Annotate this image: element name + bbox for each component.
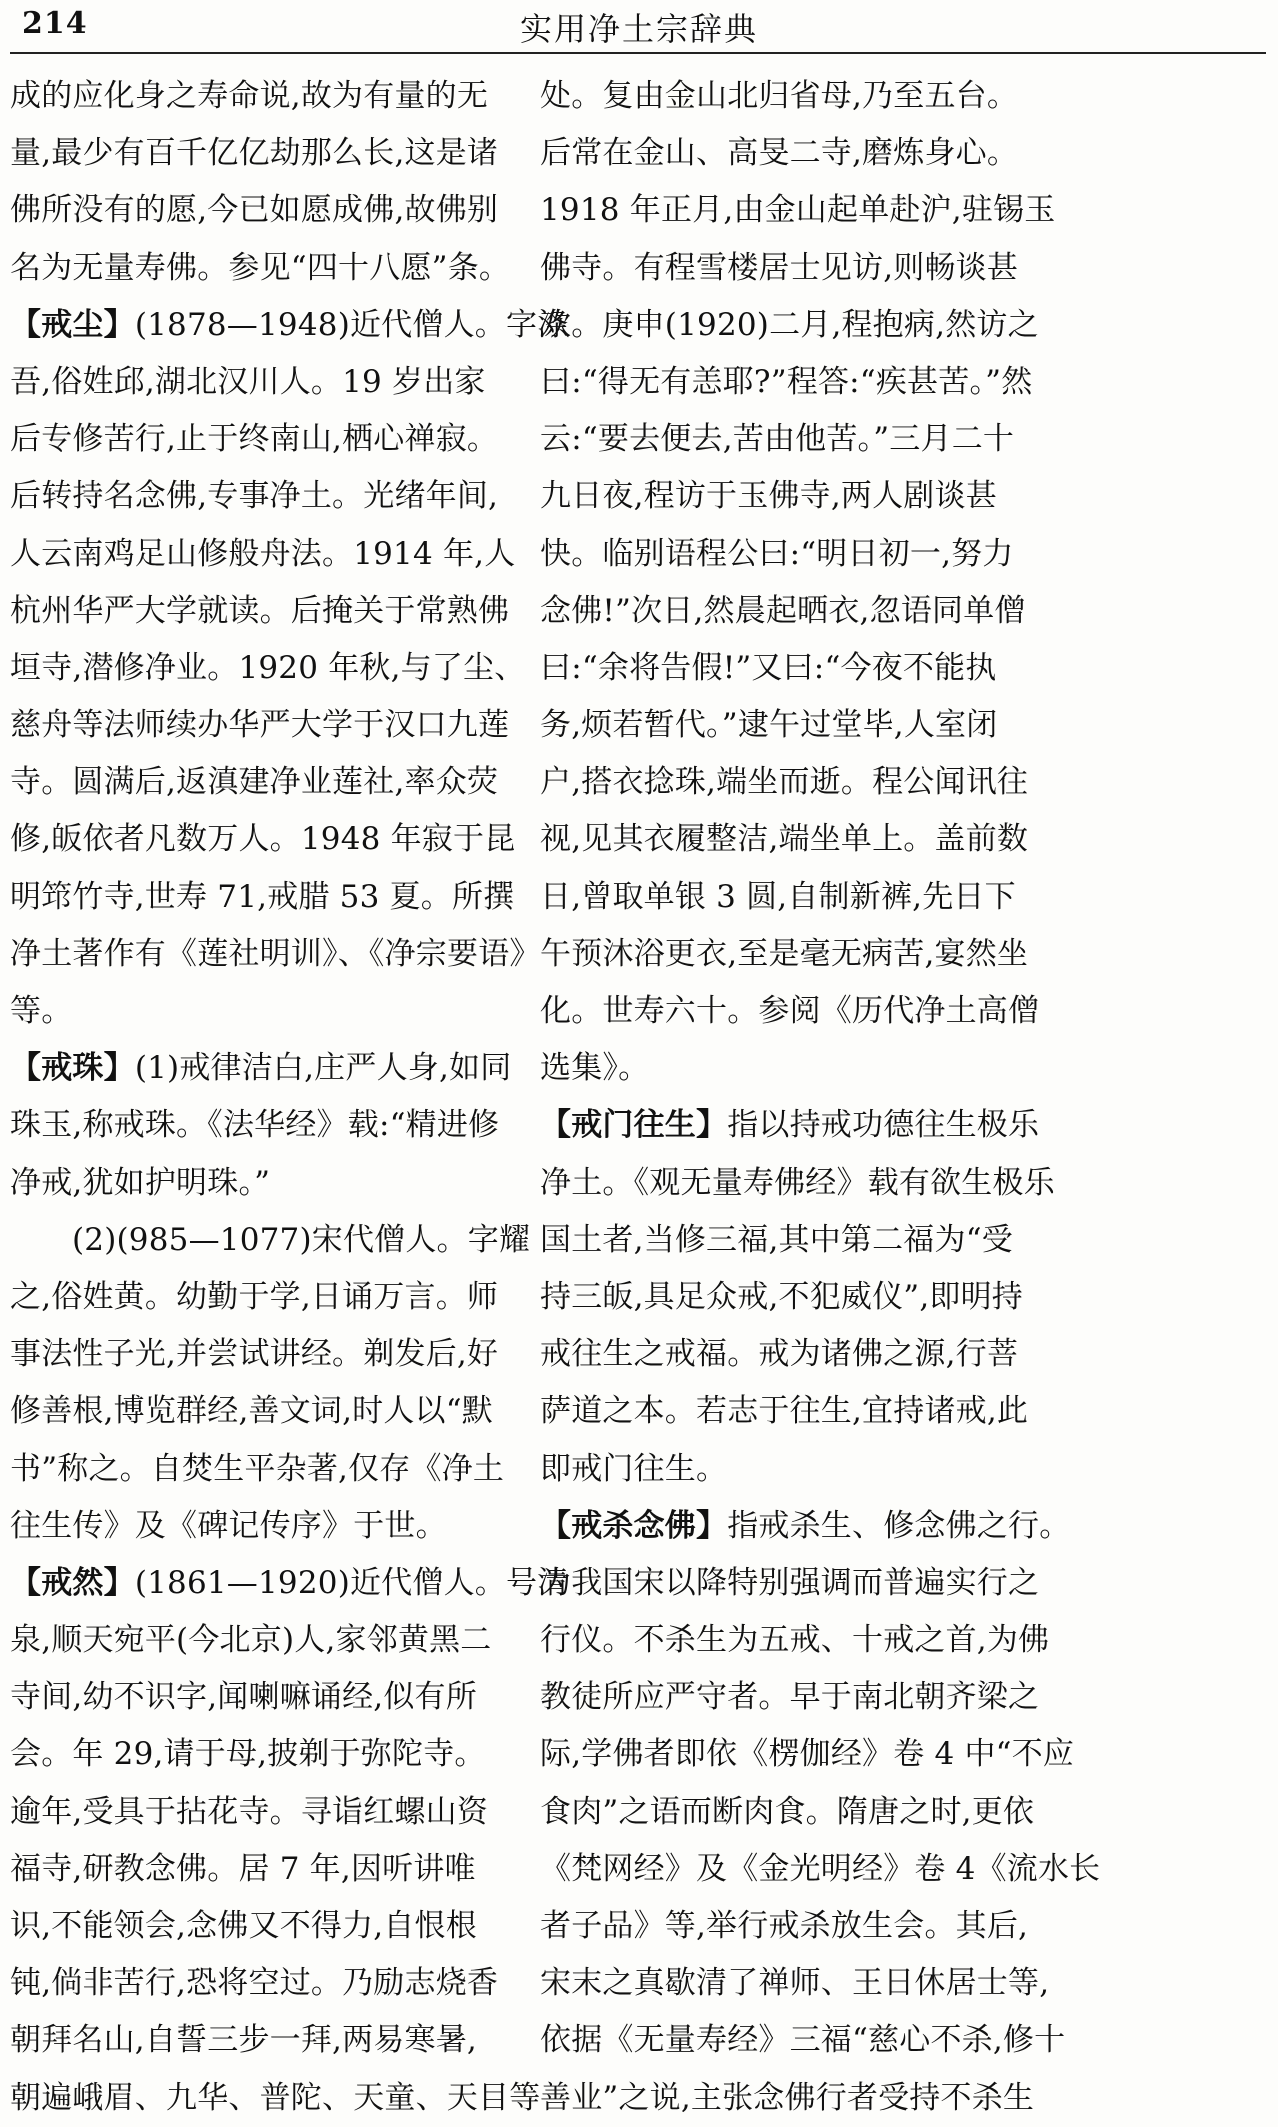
text-line <box>10 983 497 1040</box>
text-line <box>540 1441 1027 1498</box>
entry-headword: 【戒珠】 <box>10 1050 135 1087</box>
text-line <box>540 354 1033 411</box>
line-text: 戒往生之戒福。戒为诸佛之源,行菩 <box>540 1336 1019 1373</box>
line-text: 行仪。不杀生为五戒、十戒之首,为佛 <box>540 1622 1050 1659</box>
line-text: 后转持名念佛,专事净土。光绪年间, <box>10 478 499 515</box>
text-line <box>540 1326 1027 1383</box>
line-text: 国土者,当修三福,其中第二福为“受 <box>540 1221 1013 1258</box>
line-text: 视,见其衣履整洁,端坐单上。盖前数 <box>540 821 1029 858</box>
text-line <box>540 1498 1071 1555</box>
text-line <box>10 754 497 811</box>
text-line <box>540 2012 1066 2069</box>
line-text: 修,皈依者凡数万人。1948 年寂于昆 <box>10 821 516 858</box>
text-line <box>10 526 516 583</box>
text-line <box>540 1955 1050 2012</box>
text-line <box>10 583 510 640</box>
text-line <box>10 1040 512 1097</box>
line-text: 指戒杀生、修念佛之行。 <box>727 1507 1071 1544</box>
text-line <box>10 1669 497 1726</box>
line-text: 垣寺,潜修净业。1920 年秋,与了尘、 <box>10 649 526 686</box>
line-text: 杭州华严大学就读。后掩关于常熟佛 <box>10 592 510 629</box>
text-line <box>10 240 511 297</box>
text-line <box>10 1898 497 1955</box>
line-text: 依据《无量寿经》三福“慈心不杀,修十 <box>540 2022 1066 2059</box>
text-line <box>540 2070 1035 2127</box>
entry-headword: 【戒杀念佛】 <box>540 1507 728 1544</box>
text-line <box>10 1955 497 2012</box>
text-line <box>540 983 1040 1040</box>
line-text: 书”称之。自焚生平杂著,仅存《净土 <box>10 1450 505 1487</box>
line-text: 吾,俗姓邱,湖北汉川人。19 岁出家 <box>10 363 486 400</box>
text-line <box>10 125 497 182</box>
line-text: 曰:“余将告假!”又曰:“今夜不能执 <box>540 649 997 686</box>
line-text: (2)(985—1077)宋代僧人。字耀 <box>72 1221 531 1258</box>
line-text: 云:“要去便去,苦由他苦。”三月二十 <box>540 421 1015 458</box>
line-text: 等。 <box>10 993 73 1029</box>
text-line <box>540 1612 1050 1669</box>
text-line <box>10 1555 569 1612</box>
text-line <box>10 869 515 926</box>
text-line <box>540 640 1027 697</box>
text-line <box>10 354 497 411</box>
text-line <box>10 1155 497 1212</box>
line-text: 教徒所应严守者。早于南北朝齐梁之 <box>540 1679 1040 1716</box>
text-line <box>540 182 1056 239</box>
line-text: 1918 年正月,由金山起单赴沪,驻锡玉 <box>540 192 1056 229</box>
text-line <box>540 1040 1027 1097</box>
line-text: 净土著作有《莲社明训》、《净宗要语》 <box>10 935 541 972</box>
line-text: 后常在金山、高旻二寺,磨炼身心。 <box>540 135 1019 172</box>
line-text: 逾年,受具于拈花寺。寻诣红螺山资 <box>10 1793 489 1830</box>
text-line <box>540 697 1027 754</box>
text-line <box>540 1669 1040 1726</box>
line-text: 午预沐浴更衣,至是毫无病苦,宴然坐 <box>540 935 1029 972</box>
text-line <box>10 1097 500 1154</box>
text-line <box>10 1612 497 1669</box>
text-line <box>10 411 497 468</box>
entry-headword: 【戒尘】 <box>10 306 135 343</box>
text-line <box>540 583 1027 640</box>
text-line <box>10 1326 497 1383</box>
text-line <box>540 926 1027 983</box>
text-line <box>10 1269 497 1326</box>
text-line <box>10 1212 531 1269</box>
left-column <box>10 68 569 2127</box>
text-line <box>540 1155 1055 1212</box>
line-text: 福寺,研教念佛。居 7 年,因听讲唯 <box>10 1850 476 1887</box>
text-line <box>540 811 1027 868</box>
text-line <box>10 68 497 125</box>
text-line <box>540 1269 1027 1326</box>
line-text: 往生传》及《碑记传序》于世。 <box>10 1507 447 1544</box>
line-text: 净土。《观无量寿佛经》载有欲生极乐 <box>540 1164 1055 1201</box>
text-line <box>540 1898 1027 1955</box>
text-line <box>540 869 1027 926</box>
line-text: 之,俗姓黄。幼勤于学,日诵万言。师 <box>10 1278 499 1315</box>
line-text: (1878—1948)近代僧人。字涤 <box>134 306 569 343</box>
line-text: 持三皈,具足众戒,不犯威仪”,即明持 <box>540 1278 1024 1315</box>
line-text: 佛所没有的愿,今已如愿成佛,故佛别 <box>10 192 499 229</box>
line-text: 朝拜名山,自誓三步一拜,两易寒暑, <box>10 2022 477 2059</box>
header-rule <box>10 52 1266 54</box>
line-text: (1861—1920)近代僧人。号清 <box>134 1564 569 1601</box>
text-line <box>10 297 569 354</box>
page-number: 214 <box>22 6 88 41</box>
line-text: 修善根,博览群经,善文词,时人以“默 <box>10 1393 494 1430</box>
line-text: 为我国宋以降特别强调而普遍实行之 <box>540 1564 1040 1601</box>
line-text: 曰:“得无有恙耶?”程答:“疾甚苦。”然 <box>540 363 1033 400</box>
text-line <box>10 697 510 754</box>
line-text: 名为无量寿佛。参见“四十八愿”条。 <box>10 249 511 286</box>
text-line <box>10 1784 497 1841</box>
text-line <box>10 2070 541 2127</box>
line-text: 务,烦若暂代。”逮午过堂毕,人室闭 <box>540 707 998 744</box>
text-line <box>540 1784 1035 1841</box>
text-line <box>540 240 1027 297</box>
text-line <box>540 1212 1027 1269</box>
text-line <box>10 811 516 868</box>
text-line <box>540 297 1039 354</box>
line-text: 日,曾取单银 3 圆,自制新裤,先日下 <box>540 878 1016 915</box>
line-text: 即戒门往生。 <box>540 1450 728 1487</box>
text-line <box>540 411 1027 468</box>
line-text: 朝遍峨眉、九华、普陀、天童、天目等 <box>10 2079 541 2116</box>
line-text: 户,搭衣捻珠,端坐而逝。程公闻讯往 <box>540 764 1029 801</box>
line-text: 钝,倘非苦行,恐将空过。乃励志烧香 <box>10 1965 499 2002</box>
line-text: 寺。圆满后,返滇建净业莲社,率众荧 <box>10 764 499 801</box>
line-text: 成的应化身之寿命说,故为有量的无 <box>10 78 489 114</box>
line-text: 善业”之说,主张念佛行者受持不杀生 <box>540 2079 1035 2116</box>
text-line <box>540 1097 1040 1154</box>
running-title: 实用净土宗辞典 <box>519 10 758 48</box>
text-line <box>540 1555 1040 1612</box>
line-text: 宋末之真歇清了禅师、王日休居士等, <box>540 1965 1050 2002</box>
line-text: 念佛!”次日,然晨起晒衣,忽语同单僧 <box>540 592 1026 629</box>
line-text: 萨道之本。若志于往生,宜持诸戒,此 <box>540 1393 1029 1430</box>
line-text: 九日夜,程访于玉佛寺,两人剧谈甚 <box>540 478 997 515</box>
line-text: 欢。庚申(1920)二月,程抱病,然访之 <box>540 306 1039 343</box>
line-text: 处。复由金山北归省母,乃至五台。 <box>540 78 1019 114</box>
line-text: 《梵网经》及《金光明经》卷 4《流水长 <box>540 1850 1101 1887</box>
right-column <box>540 68 1101 2127</box>
text-line <box>10 468 497 525</box>
text-line <box>540 468 1027 525</box>
line-text: 量,最少有百千亿亿劫那么长,这是诸 <box>10 135 499 172</box>
text-line <box>10 2012 497 2069</box>
text-line <box>10 1726 497 1783</box>
text-line <box>540 1383 1027 1440</box>
line-text: (1)戒律洁白,庄严人身,如同 <box>134 1050 512 1087</box>
line-text: 选集》。 <box>540 1050 650 1087</box>
text-line <box>540 1726 1075 1783</box>
line-text: 泉,顺天宛平(今北京)人,家邻黄黑二 <box>10 1622 492 1659</box>
line-text: 会。年 29,请于母,披剃于弥陀寺。 <box>10 1736 486 1773</box>
line-text: 指以持戒功德往生极乐 <box>727 1107 1040 1144</box>
line-text: 明筇竹寺,世寿 71,戒腊 53 夏。所撰 <box>10 878 515 915</box>
text-line <box>10 182 497 239</box>
line-text: 快。临别语程公曰:“明日初一,努力 <box>540 535 1014 572</box>
text-line <box>10 640 526 697</box>
line-text: 慈舟等法师续办华严大学于汉口九莲 <box>10 707 510 744</box>
line-text: 化。世寿六十。参阅《历代净土高僧 <box>540 993 1040 1029</box>
text-line <box>540 125 1027 182</box>
line-text: 人云南鸡足山修般舟法。1914 年,人 <box>10 535 516 572</box>
text-line <box>540 1841 1101 1898</box>
line-text: 佛寺。有程雪楼居士见访,则畅谈甚 <box>540 249 1019 286</box>
entry-headword: 【戒然】 <box>10 1564 135 1601</box>
line-text: 珠玉,称戒珠。《法华经》载:“精进修 <box>10 1107 500 1144</box>
text-line <box>10 1441 505 1498</box>
line-text: 事法性子光,并尝试讲经。剃发后,好 <box>10 1336 499 1373</box>
line-text: 际,学佛者即依《楞伽经》卷 4 中“不应 <box>540 1736 1075 1773</box>
text-line <box>540 526 1027 583</box>
text-line <box>540 68 1027 125</box>
text-line <box>540 754 1027 811</box>
entry-headword: 【戒门往生】 <box>540 1107 728 1144</box>
line-text: 净戒,犹如护明珠。” <box>10 1164 271 1201</box>
line-text: 食肉”之语而断肉食。隋唐之时,更依 <box>540 1793 1035 1830</box>
text-line <box>10 1383 497 1440</box>
line-text: 识,不能领会,念佛又不得力,自恨根 <box>10 1908 477 1944</box>
text-line <box>10 1498 497 1555</box>
text-line <box>10 926 541 983</box>
line-text: 者子品》等,举行戒杀放生会。其后, <box>540 1908 1029 1944</box>
line-text: 后专修苦行,止于终南山,栖心禅寂。 <box>10 421 499 458</box>
text-line <box>10 1841 497 1898</box>
line-text: 寺间,幼不识字,闻喇嘛诵经,似有所 <box>10 1679 477 1716</box>
